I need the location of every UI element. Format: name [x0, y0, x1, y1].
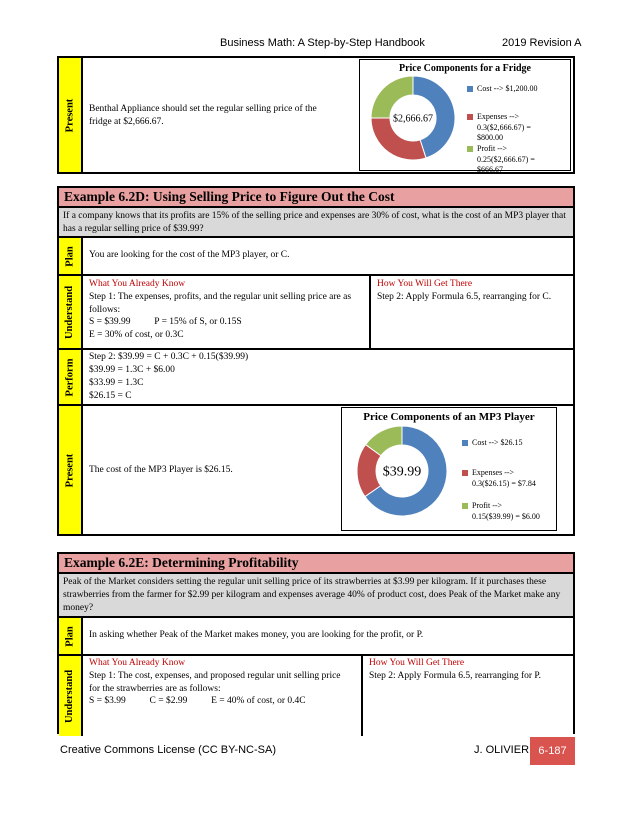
- legend-swatch: [467, 86, 473, 92]
- donut-chart: [342, 424, 462, 530]
- how-text: Step 2: Apply Formula 6.5, rearranging for P.: [369, 671, 542, 681]
- know-line-1: Step 1: The cost, expenses, and proposed regular unit selling price for the strawberries are as follows:: [89, 671, 341, 694]
- know-line-2: S = $39.99 P = 15% of S, or 0.15S: [89, 317, 242, 327]
- legend-text: Cost --> $1,200.00: [477, 84, 538, 93]
- divider: [369, 276, 371, 348]
- example-6-2e-box: [57, 552, 575, 734]
- side-label: Present: [59, 58, 83, 172]
- perform-line-4: $26.15 = C: [89, 391, 132, 401]
- question-text: Peak of the Market considers setting the regular unit selling price of its strawberries at $3.99 per kilogram. If it purchases these strawberries from the farmer for $2.99 per kilogram and expenses average 40% of product cost, does Peak of the Market make any money?: [59, 574, 573, 618]
- book-title: Business Math: A Step-by-Step Handbook: [220, 37, 425, 49]
- know-heading: What You Already Know: [89, 658, 186, 668]
- question-text: If a company knows that its profits are 15% of the selling price and expenses are 30% of cost, what is the cost of an MP3 player that has a regular selling price of $39.99?: [59, 208, 573, 238]
- legend-text: Profit --> 0.15($39.99) = $6.00: [472, 501, 540, 521]
- side-label: Understand: [64, 669, 76, 723]
- plan-row: [59, 616, 573, 654]
- legend-swatch: [462, 470, 468, 476]
- divider: [361, 656, 363, 736]
- perform-line-2: $39.99 = 1.3C + $6.00: [89, 365, 175, 375]
- know-line-2: S = $3.99 C = $2.99 E = 40% of cost, or 0.4C: [89, 696, 306, 706]
- legend-swatch: [462, 503, 468, 509]
- legend-item: [467, 112, 531, 144]
- chart-title: Price Components for a Fridge: [398, 63, 531, 74]
- how-heading: How You Will Get There: [377, 279, 473, 289]
- legend-text: Expenses --> 0.3($2,666.67) = $800.00: [477, 112, 531, 142]
- legend-item: [467, 84, 538, 95]
- license-text: Creative Commons License (CC BY-NC-SA): [60, 744, 276, 756]
- side-label: Plan: [64, 245, 76, 267]
- side-label: Perform: [64, 358, 76, 396]
- understand-row: [59, 654, 573, 734]
- legend-swatch: [462, 440, 468, 446]
- page-number: 6-187: [530, 737, 575, 765]
- how-heading: How You Will Get There: [369, 658, 465, 668]
- perform-line-3: $33.99 = 1.3C: [89, 378, 144, 388]
- plan-text: You are looking for the cost of the MP3 player, or C.: [89, 250, 290, 260]
- know-heading: What You Already Know: [89, 279, 186, 289]
- legend-text: Expenses --> 0.3($26.15) = $7.84: [472, 468, 536, 488]
- donut-center-label: $39.99: [382, 464, 422, 480]
- present-row: [59, 404, 573, 534]
- legend-item: [462, 501, 540, 522]
- perform-line-1: Step 2: $39.99 = C + 0.3C + 0.15($39.99): [89, 352, 249, 362]
- fridge-chart: [359, 59, 571, 174]
- understand-row: [59, 274, 573, 348]
- know-line-1: Step 1: The expenses, profits, and the regular unit selling price are as follows:: [89, 292, 352, 315]
- side-label: Present: [64, 453, 76, 487]
- legend-text: Cost --> $26.15: [472, 438, 523, 447]
- present-text: Benthal Appliance should set the regular selling price of the fridge at $2,666.67.: [89, 104, 317, 127]
- chart-title: Price Components of an MP3 Player: [363, 411, 535, 423]
- donut-slice: [371, 76, 413, 118]
- legend-item: [467, 144, 535, 176]
- present-text: The cost of the MP3 Player is $26.15.: [89, 465, 233, 475]
- revision-label: 2019 Revision A: [502, 37, 582, 49]
- example-title: Example 6.2E: Determining Profitability: [59, 554, 573, 574]
- legend-text: Profit --> 0.25($2,666.67) = $666.67: [477, 144, 535, 174]
- example-6-2d-box: [57, 186, 575, 536]
- mp3-chart: [341, 407, 557, 531]
- how-text: Step 2: Apply Formula 6.5, rearranging for C.: [377, 292, 552, 302]
- plan-row: [59, 236, 573, 274]
- legend-swatch: [467, 114, 473, 120]
- donut-chart: [360, 74, 465, 170]
- side-label: Plan: [64, 625, 76, 647]
- top-present-box: [57, 56, 575, 174]
- example-title: Example 6.2D: Using Selling Price to Figure Out the Cost: [59, 188, 573, 208]
- perform-row: [59, 348, 573, 404]
- plan-text: In asking whether Peak of the Market makes money, you are looking for the profit, or P.: [89, 630, 424, 640]
- legend-item: [462, 468, 536, 489]
- donut-center-label: $2,666.67: [393, 113, 433, 125]
- know-line-3: E = 30% of cost, or 0.3C: [89, 330, 184, 340]
- side-label: Understand: [64, 285, 76, 339]
- legend-swatch: [467, 146, 473, 152]
- author-name: J. OLIVIER: [474, 744, 530, 756]
- legend-item: [462, 438, 523, 449]
